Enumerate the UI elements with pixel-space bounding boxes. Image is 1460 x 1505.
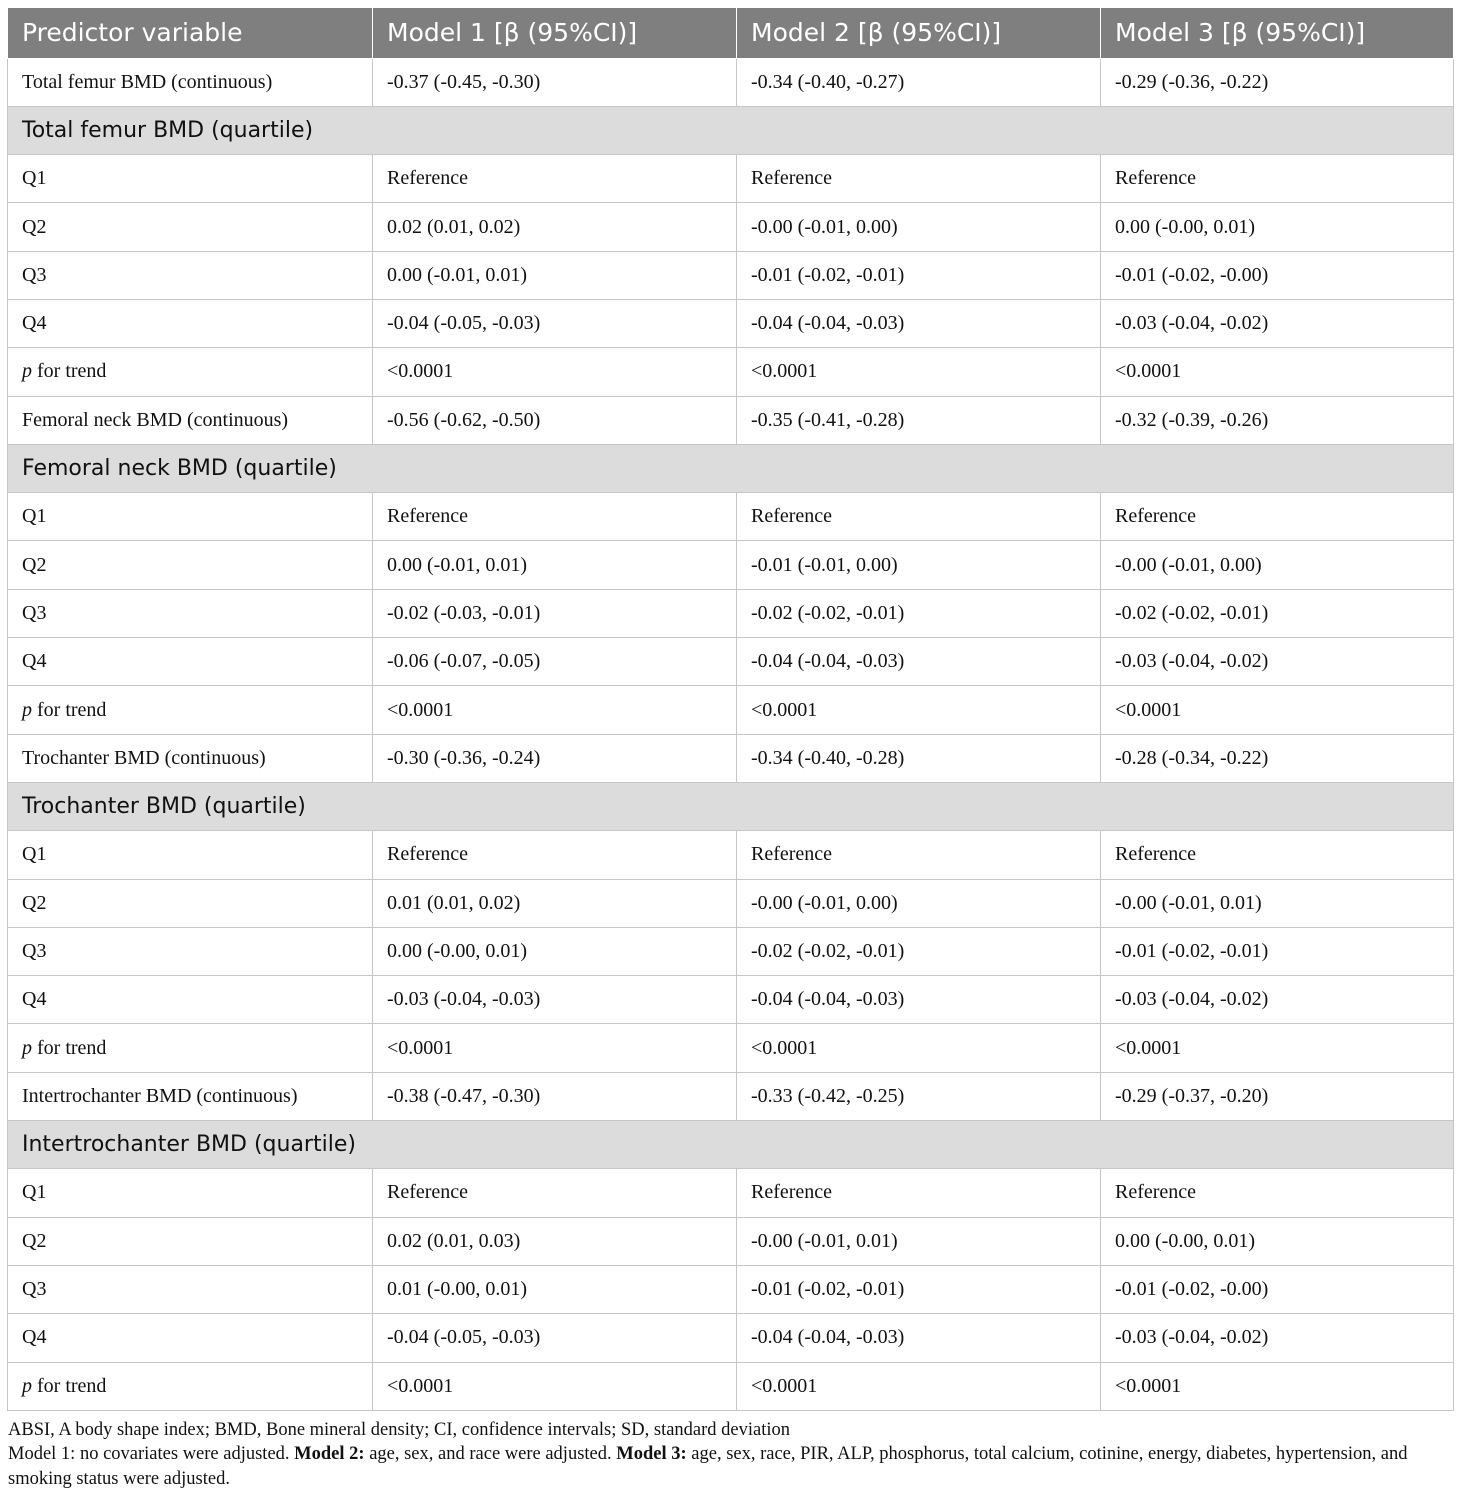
footnote-abbreviations: ABSI, A body shape index; BMD, Bone mineral density; CI, confidence intervals; SD, standard deviation	[8, 1419, 791, 1440]
table-row	[8, 638, 1454, 686]
cell-model-1: -0.30 (-0.36, -0.24)	[373, 734, 737, 782]
table-section-row	[8, 106, 1454, 154]
cell-model-3: 0.00 (-0.00, 0.01)	[1101, 1217, 1454, 1265]
cell-model-3: -0.03 (-0.04, -0.02)	[1101, 976, 1454, 1024]
cell-model-3: <0.0001	[1101, 686, 1454, 734]
cell-predictor: Trochanter BMD (continuous)	[8, 734, 373, 782]
table-row	[8, 299, 1454, 347]
cell-predictor: Q1	[8, 493, 373, 541]
section-label: Trochanter BMD (quartile)	[8, 782, 1454, 830]
cell-predictor: Q3	[8, 589, 373, 637]
table-row	[8, 976, 1454, 1024]
cell-model-1: 0.01 (-0.00, 0.01)	[373, 1265, 737, 1313]
cell-model-2: -0.02 (-0.02, -0.01)	[737, 927, 1101, 975]
cell-model-2: <0.0001	[737, 348, 1101, 396]
table-row	[8, 541, 1454, 589]
table-row	[8, 879, 1454, 927]
table-row-p-trend	[8, 1362, 1454, 1410]
cell-predictor: Q2	[8, 1217, 373, 1265]
cell-predictor: Q3	[8, 927, 373, 975]
table-row-p-trend	[8, 686, 1454, 734]
cell-model-3: Reference	[1101, 155, 1454, 203]
cell-predictor: Q2	[8, 541, 373, 589]
section-label: Total femur BMD (quartile)	[8, 106, 1454, 154]
table-row	[8, 734, 1454, 782]
table-row	[8, 589, 1454, 637]
cell-predictor	[8, 348, 373, 396]
footnote-model2-text: age, sex, and race were adjusted.	[364, 1444, 617, 1465]
p-trend-label: for trend	[32, 1374, 107, 1397]
table-container	[7, 8, 1453, 1491]
p-symbol: p	[22, 360, 32, 383]
cell-predictor: Q4	[8, 299, 373, 347]
table-row	[8, 58, 1454, 106]
cell-model-2: -0.02 (-0.02, -0.01)	[737, 589, 1101, 637]
header-model-3: Model 3 [β (95%CI)]	[1101, 8, 1454, 58]
header-predictor-variable: Predictor variable	[8, 8, 373, 58]
cell-model-1: -0.04 (-0.05, -0.03)	[373, 299, 737, 347]
cell-model-2: -0.00 (-0.01, 0.01)	[737, 1217, 1101, 1265]
cell-model-1: Reference	[373, 1169, 737, 1217]
results-table	[7, 8, 1454, 1411]
cell-predictor: Intertrochanter BMD (continuous)	[8, 1072, 373, 1120]
cell-model-1: 0.02 (0.01, 0.03)	[373, 1217, 737, 1265]
table-section-row	[8, 444, 1454, 492]
table-section-row	[8, 782, 1454, 830]
cell-model-1: 0.00 (-0.01, 0.01)	[373, 251, 737, 299]
cell-model-2: -0.04 (-0.04, -0.03)	[737, 299, 1101, 347]
cell-model-2: -0.33 (-0.42, -0.25)	[737, 1072, 1101, 1120]
footnote-model2-label: Model 2:	[294, 1444, 365, 1465]
cell-model-3: <0.0001	[1101, 348, 1454, 396]
table-row	[8, 396, 1454, 444]
cell-model-1: Reference	[373, 155, 737, 203]
cell-model-1: -0.04 (-0.05, -0.03)	[373, 1314, 737, 1362]
footnote-model1-text: no covariates were adjusted.	[75, 1444, 295, 1465]
table-row	[8, 203, 1454, 251]
cell-model-1: <0.0001	[373, 686, 737, 734]
footnote-models	[8, 1442, 1453, 1491]
cell-predictor: Q2	[8, 203, 373, 251]
cell-predictor: Q4	[8, 1314, 373, 1362]
cell-model-2: -0.00 (-0.01, 0.00)	[737, 879, 1101, 927]
table-row	[8, 1314, 1454, 1362]
p-trend-label: for trend	[32, 698, 107, 721]
section-label: Intertrochanter BMD (quartile)	[8, 1121, 1454, 1169]
cell-model-3: <0.0001	[1101, 1024, 1454, 1072]
cell-model-3: -0.00 (-0.01, 0.00)	[1101, 541, 1454, 589]
cell-model-3: -0.02 (-0.02, -0.01)	[1101, 589, 1454, 637]
cell-model-2: -0.04 (-0.04, -0.03)	[737, 1314, 1101, 1362]
p-symbol: p	[22, 1036, 32, 1059]
cell-model-1: -0.38 (-0.47, -0.30)	[373, 1072, 737, 1120]
cell-model-2: Reference	[737, 493, 1101, 541]
header-model-1: Model 1 [β (95%CI)]	[373, 8, 737, 58]
header-model-2: Model 2 [β (95%CI)]	[737, 8, 1101, 58]
cell-predictor	[8, 1362, 373, 1410]
footnote-model1-label: Model 1:	[8, 1444, 76, 1465]
cell-model-2: <0.0001	[737, 1024, 1101, 1072]
cell-model-1: 0.00 (-0.00, 0.01)	[373, 927, 737, 975]
cell-model-3: -0.01 (-0.02, -0.01)	[1101, 927, 1454, 975]
p-symbol: p	[22, 1374, 32, 1397]
cell-model-3: 0.00 (-0.00, 0.01)	[1101, 203, 1454, 251]
cell-model-2: Reference	[737, 155, 1101, 203]
section-label: Femoral neck BMD (quartile)	[8, 444, 1454, 492]
cell-model-3: -0.01 (-0.02, -0.00)	[1101, 251, 1454, 299]
cell-model-3: -0.29 (-0.36, -0.22)	[1101, 58, 1454, 106]
cell-model-1: -0.06 (-0.07, -0.05)	[373, 638, 737, 686]
cell-predictor: Femoral neck BMD (continuous)	[8, 396, 373, 444]
cell-model-1: -0.03 (-0.04, -0.03)	[373, 976, 737, 1024]
cell-model-1: -0.56 (-0.62, -0.50)	[373, 396, 737, 444]
table-row	[8, 1265, 1454, 1313]
cell-model-1: <0.0001	[373, 1362, 737, 1410]
footnote-model3-text: age, sex, race, PIR, ALP, phosphorus, total calcium, cotinine, energy, diabetes, hypertension, and smoking status were adjusted.	[8, 1444, 1408, 1489]
cell-predictor: Q1	[8, 155, 373, 203]
table-header-row	[8, 8, 1454, 58]
cell-model-2: <0.0001	[737, 1362, 1101, 1410]
p-trend-label: for trend	[32, 1036, 107, 1059]
p-trend-label: for trend	[32, 360, 107, 383]
table-row	[8, 1217, 1454, 1265]
cell-model-1: -0.37 (-0.45, -0.30)	[373, 58, 737, 106]
footnote-model3-label: Model 3:	[616, 1444, 687, 1465]
cell-model-1: 0.01 (0.01, 0.02)	[373, 879, 737, 927]
table-row	[8, 493, 1454, 541]
cell-predictor: Q1	[8, 1169, 373, 1217]
cell-model-3: -0.32 (-0.39, -0.26)	[1101, 396, 1454, 444]
cell-predictor: Q4	[8, 638, 373, 686]
table-row-p-trend	[8, 348, 1454, 396]
cell-model-3: Reference	[1101, 493, 1454, 541]
cell-model-1: Reference	[373, 493, 737, 541]
cell-model-1: 0.02 (0.01, 0.02)	[373, 203, 737, 251]
cell-model-2: -0.34 (-0.40, -0.27)	[737, 58, 1101, 106]
p-symbol: p	[22, 698, 32, 721]
table-row	[8, 1072, 1454, 1120]
table-row	[8, 155, 1454, 203]
cell-model-3: Reference	[1101, 831, 1454, 879]
table-row	[8, 251, 1454, 299]
cell-model-2: <0.0001	[737, 686, 1101, 734]
cell-model-3: -0.03 (-0.04, -0.02)	[1101, 1314, 1454, 1362]
cell-predictor: Total femur BMD (continuous)	[8, 58, 373, 106]
table-row	[8, 1169, 1454, 1217]
cell-model-2: Reference	[737, 831, 1101, 879]
cell-predictor: Q4	[8, 976, 373, 1024]
cell-model-3: <0.0001	[1101, 1362, 1454, 1410]
cell-model-2: -0.04 (-0.04, -0.03)	[737, 638, 1101, 686]
cell-model-3: -0.03 (-0.04, -0.02)	[1101, 299, 1454, 347]
cell-model-1: <0.0001	[373, 1024, 737, 1072]
cell-model-3: -0.28 (-0.34, -0.22)	[1101, 734, 1454, 782]
cell-model-3: -0.29 (-0.37, -0.20)	[1101, 1072, 1454, 1120]
cell-model-2: -0.00 (-0.01, 0.00)	[737, 203, 1101, 251]
cell-predictor: Q1	[8, 831, 373, 879]
cell-predictor	[8, 1024, 373, 1072]
cell-model-1: <0.0001	[373, 348, 737, 396]
table-section-row	[8, 1121, 1454, 1169]
cell-model-2: -0.04 (-0.04, -0.03)	[737, 976, 1101, 1024]
table-row	[8, 927, 1454, 975]
cell-model-2: -0.01 (-0.01, 0.00)	[737, 541, 1101, 589]
cell-model-3: -0.00 (-0.01, 0.01)	[1101, 879, 1454, 927]
cell-model-3: -0.03 (-0.04, -0.02)	[1101, 638, 1454, 686]
cell-model-1: -0.02 (-0.03, -0.01)	[373, 589, 737, 637]
cell-predictor	[8, 686, 373, 734]
cell-model-2: Reference	[737, 1169, 1101, 1217]
cell-model-1: Reference	[373, 831, 737, 879]
cell-model-2: -0.35 (-0.41, -0.28)	[737, 396, 1101, 444]
table-row	[8, 831, 1454, 879]
cell-predictor: Q3	[8, 1265, 373, 1313]
cell-model-2: -0.01 (-0.02, -0.01)	[737, 251, 1101, 299]
cell-model-2: -0.01 (-0.02, -0.01)	[737, 1265, 1101, 1313]
cell-model-2: -0.34 (-0.40, -0.28)	[737, 734, 1101, 782]
table-footnotes	[7, 1418, 1453, 1492]
cell-model-3: -0.01 (-0.02, -0.00)	[1101, 1265, 1454, 1313]
cell-predictor: Q2	[8, 879, 373, 927]
table-row-p-trend	[8, 1024, 1454, 1072]
cell-predictor: Q3	[8, 251, 373, 299]
cell-model-3: Reference	[1101, 1169, 1454, 1217]
table-body	[8, 58, 1454, 1410]
cell-model-1: 0.00 (-0.01, 0.01)	[373, 541, 737, 589]
